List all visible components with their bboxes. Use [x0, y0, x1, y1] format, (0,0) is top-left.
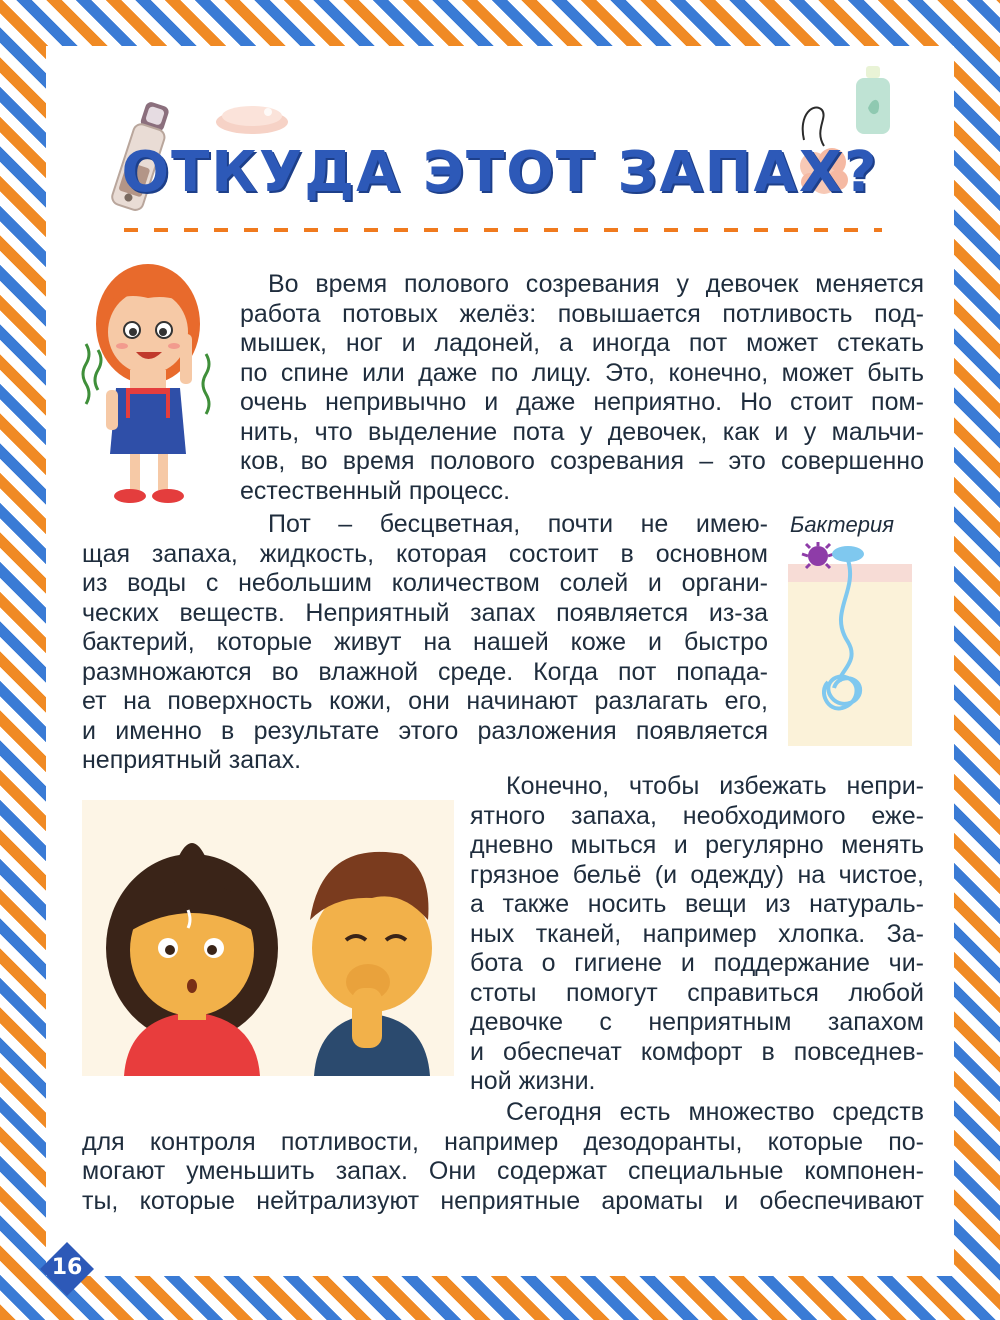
- p1-line: мышек, ног и ладоней, а иногда пот может стекать: [240, 329, 924, 357]
- p3-line: дневно мыться и регулярно менять: [470, 831, 924, 859]
- p3-line: ятного запаха, необходимого еже-: [470, 801, 924, 830]
- p2-line: и именно в результате этого разложения появляется: [82, 716, 768, 745]
- p1-line: нить, что выделение пота у девочек, как и у мальчи-: [240, 417, 924, 446]
- p1-line: работа потовых желёз: повышается потливость под-: [240, 299, 924, 328]
- lotion-bottle-icon: [848, 64, 898, 136]
- p3-line: ной жизни.: [470, 1067, 596, 1095]
- p2-line: ческих веществ. Неприятный запах появляется из-за: [82, 598, 768, 627]
- p3-line: а также носить вещи из натураль-: [470, 890, 924, 918]
- p4-line: для контроля потливости, например дезодоранты, которые по-: [82, 1127, 924, 1156]
- p3-line: ных тканей, например хлопка. За-: [470, 919, 924, 948]
- p3-line: бота о гигиене и поддержание чи-: [470, 949, 924, 977]
- p3-line: и обеспечат комфорт в повседнев-: [470, 1037, 924, 1066]
- p2-line: щая запаха, жидкость, которая состоит в основном: [82, 539, 768, 568]
- p1-line: естественный процесс.: [240, 476, 511, 505]
- kids-smell-illustration: [82, 800, 454, 1076]
- p3-line: стоты помогут справиться любой: [470, 978, 924, 1007]
- p2-line: ет на поверхность кожи, они начинают разлагать его,: [82, 687, 768, 715]
- p4-line: могают уменьшить запах. Они содержат специальные компонен-: [82, 1157, 924, 1185]
- p1-line: очень непривычно и даже неприятно. Но стоит пом-: [240, 388, 924, 416]
- p1-line: Во время полового созревания у девочек меняется: [268, 270, 924, 298]
- paragraph-1: [240, 270, 924, 506]
- p3-line: девочке с неприятным запахом: [470, 1008, 924, 1036]
- p2-line: из воды с небольшим количеством солей и органи-: [82, 569, 768, 597]
- sweating-girl-illustration: [72, 254, 224, 508]
- p4-line: Сегодня есть множество средств: [506, 1098, 924, 1126]
- paragraph-3: [470, 772, 924, 1097]
- p1-line: по спине или даже по лицу. Это, конечно, может быть: [240, 358, 924, 387]
- bacteria-diagram: [788, 542, 912, 746]
- paragraph-2: [82, 510, 768, 776]
- title-divider: [124, 228, 882, 232]
- soap-bar-icon: [212, 100, 292, 136]
- page-number: 16: [51, 1255, 83, 1280]
- p2-line: Пот – бесцветная, почти не имею-: [268, 510, 768, 538]
- p2-line: размножаются во влажной среде. Когда пот попада-: [82, 657, 768, 686]
- p4-line: ты, которые нейтрализуют неприятные ароматы и обеспечивают: [82, 1186, 924, 1215]
- p1-line: ков, во время полового созревания – это совершенно: [240, 447, 924, 475]
- p3-line: Конечно, чтобы избежать непри-: [506, 772, 924, 800]
- p3-line: грязное бельё (и одежду) на чистое,: [470, 860, 924, 889]
- bacteria-caption: Бактерия: [790, 512, 894, 537]
- paragraph-4: [82, 1098, 924, 1216]
- p2-line: неприятный запах.: [82, 746, 302, 774]
- page-title: ОТКУДА ЭТОТ ЗАПАХ?: [121, 140, 879, 205]
- p2-line: бактерий, которые живут на нашей коже и быстро: [82, 628, 768, 656]
